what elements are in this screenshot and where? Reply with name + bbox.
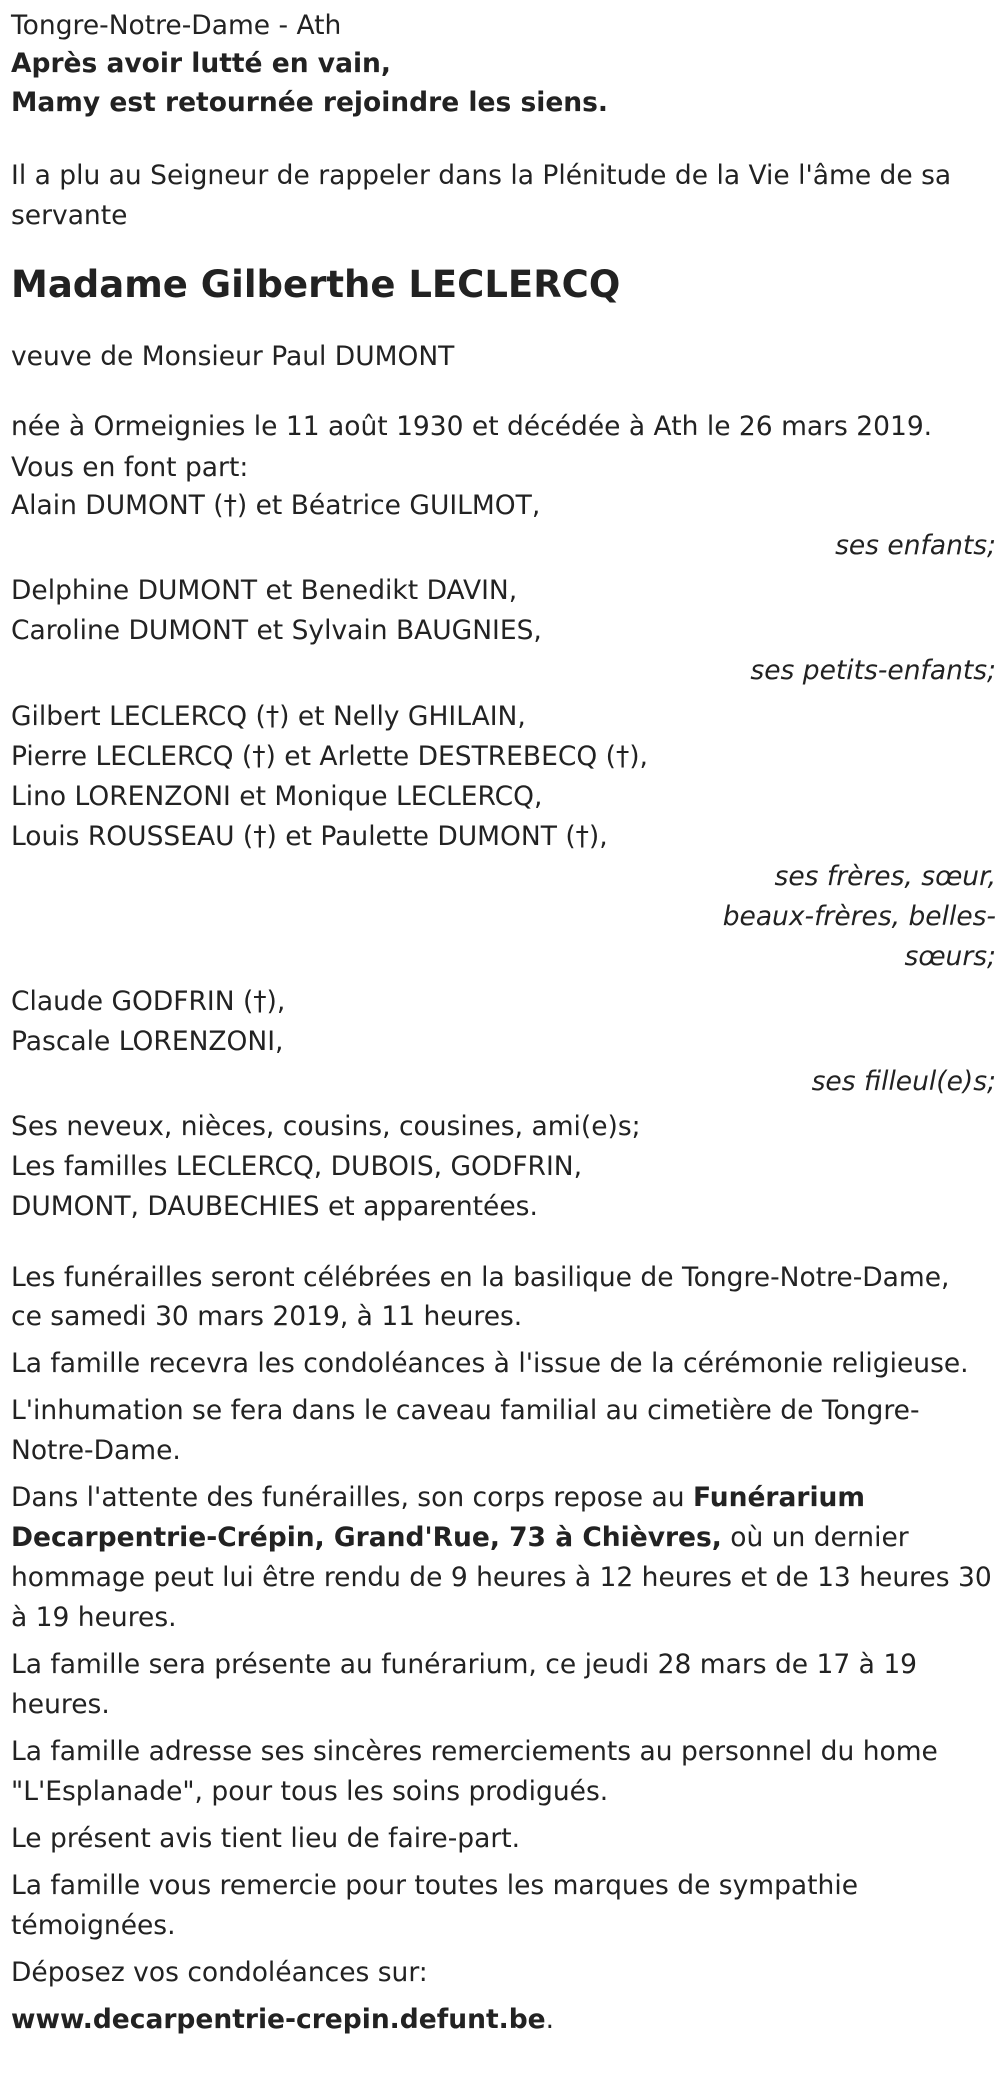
- resting-hours: où un dernier hommage peut lui être rendu de 9 heures à 12 heures et de 13 heures 30 à 19 heures.: [11, 1522, 992, 1633]
- sibling-line: Lino LORENZONI et Monique LECLERCQ,: [11, 781, 543, 812]
- funeral-home-name: Funérarium Decarpentrie-Crépin, Grand'Rue, 73 à Chièvres,: [11, 1482, 866, 1553]
- burial-text: L'inhumation se fera dans le caveau familial au cimetière de Tongre-Notre-Dame.: [11, 1395, 920, 1466]
- relatives-line: Les familles LECLERCQ, DUBOIS, GODFRIN,: [11, 1151, 583, 1182]
- quote-line-1: Après avoir lutté en vain,: [11, 48, 391, 79]
- thanks-staff-text: La famille adresse ses sincères remerciements au personnel du home "L'Esplanade", pour tous les soins prodigués.: [11, 1736, 938, 1807]
- website-end: .: [545, 2004, 555, 2035]
- location: Tongre-Notre-Dame - Ath: [11, 10, 342, 41]
- spouse-line: veuve de Monsieur Paul DUMONT: [11, 341, 455, 372]
- condolences-text: La famille recevra les condoléances à l'issue de la cérémonie religieuse.: [11, 1348, 969, 1379]
- grandchildren-group: [11, 571, 996, 691]
- thanks-all-text: La famille vous remercie pour toutes les marques de sympathie témoignées.: [11, 1870, 859, 1941]
- relatives-line: Ses neveux, nièces, cousins, cousines, ami(e)s;: [11, 1111, 641, 1142]
- siblings-role-line: ses frères, sœur,: [774, 861, 996, 892]
- grandchild-line: Caroline DUMONT et Sylvain BAUGNIES,: [11, 615, 542, 646]
- godchild-line: Pascale LORENZONI,: [11, 1026, 284, 1057]
- funeral-line-2: ce samedi 30 mars 2019, à 11 heures.: [11, 1301, 523, 1332]
- godchildren-role: ses filleul(e)s;: [811, 1066, 996, 1097]
- children-group: [11, 486, 996, 566]
- family-presence-text: La famille sera présente au funérarium, ce jeudi 28 mars de 17 à 19 heures.: [11, 1649, 918, 1720]
- deceased-name: Madame Gilberthe LECLERCQ: [11, 263, 621, 306]
- sibling-line: Louis ROUSSEAU (†) et Paulette DUMONT (†),: [11, 821, 608, 852]
- announce-line: Vous en font part:: [11, 452, 249, 483]
- obituary-notice: [11, 6, 996, 2040]
- siblings-role-line: sœurs;: [904, 941, 996, 972]
- quote-line-2: Mamy est retournée rejoindre les siens.: [11, 87, 609, 118]
- siblings-role-line: beaux-frères, belles-: [722, 901, 996, 932]
- intro-text: Il a plu au Seigneur de rappeler dans la Plénitude de la Vie l'âme de sa servante: [11, 160, 952, 231]
- godchildren-group: [11, 982, 996, 1102]
- funeral-line-1: Les funérailles seront célébrées en la basilique de Tongre-Notre-Dame,: [11, 1262, 950, 1293]
- notice-text: Le présent avis tient lieu de faire-part.: [11, 1823, 521, 1854]
- siblings-group: [11, 697, 996, 977]
- sibling-line: Gilbert LECLERCQ (†) et Nelly GHILAIN,: [11, 701, 526, 732]
- relatives-line: DUMONT, DAUBECHIES et apparentées.: [11, 1191, 538, 1222]
- resting-place-text: [11, 1478, 996, 1638]
- other-relatives: [11, 1107, 996, 1227]
- website-link[interactable]: www.decarpentrie-crepin.defunt.be: [11, 2004, 546, 2035]
- grandchild-line: Delphine DUMONT et Benedikt DAVIN,: [11, 575, 518, 606]
- birth-death-dates: née à Ormeignies le 11 août 1930 et décédée à Ath le 26 mars 2019.: [11, 411, 933, 442]
- sibling-line: Pierre LECLERCQ (†) et Arlette DESTREBECQ (†),: [11, 741, 648, 772]
- children-role: ses enfants;: [835, 530, 996, 561]
- grandchildren-role: ses petits-enfants;: [750, 655, 996, 686]
- resting-intro: Dans l'attente des funérailles, son corps repose au: [11, 1482, 693, 1513]
- godchild-line: Claude GODFRIN (†),: [11, 986, 286, 1017]
- website-line: [11, 2000, 996, 2040]
- deposit-text: Déposez vos condoléances sur:: [11, 1957, 428, 1988]
- child-line: Alain DUMONT (†) et Béatrice GUILMOT,: [11, 490, 541, 521]
